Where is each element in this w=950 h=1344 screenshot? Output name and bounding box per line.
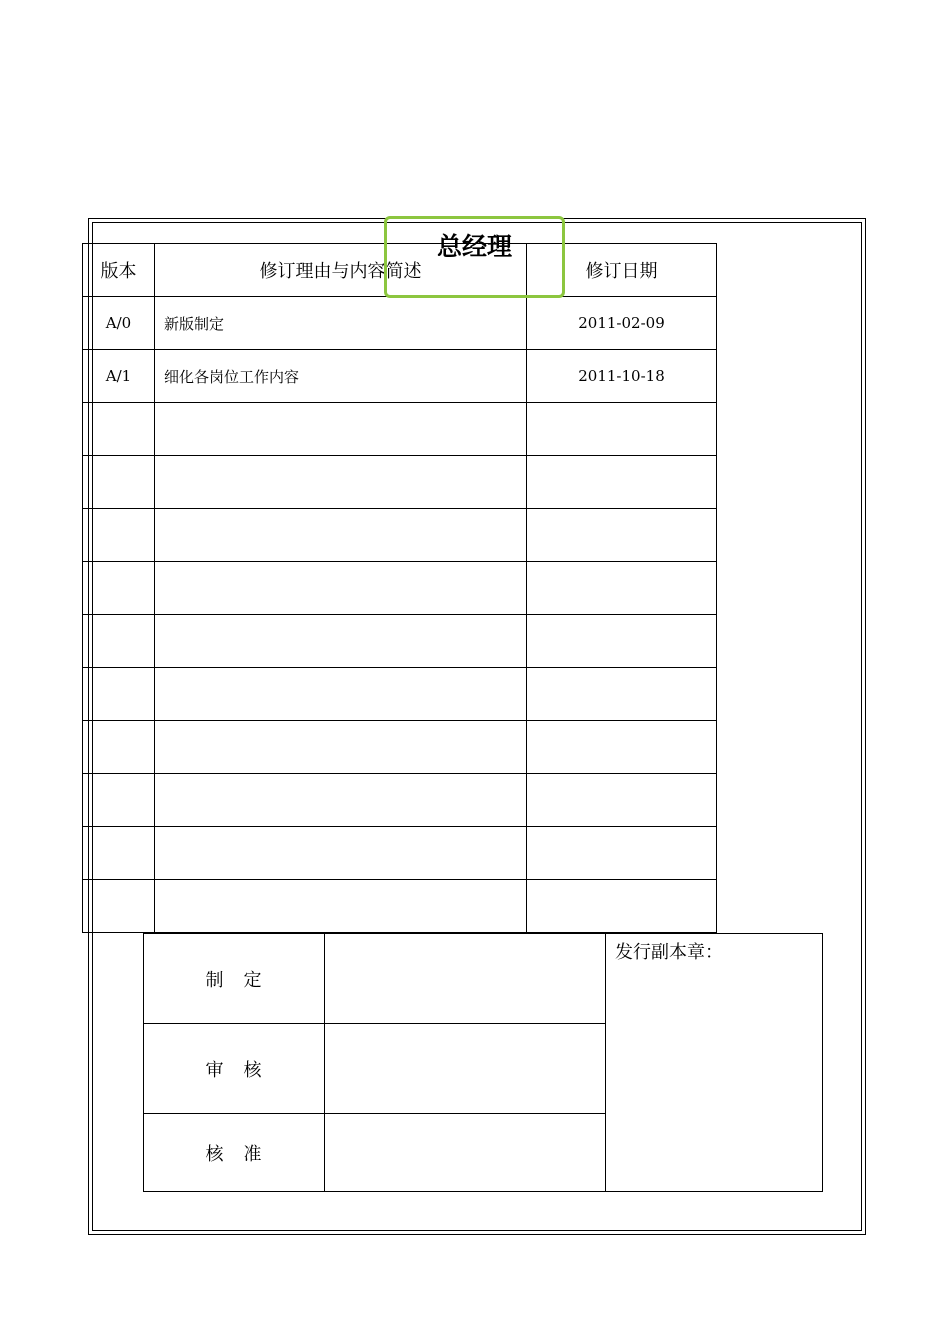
empty-row [83,827,717,880]
approval-row-prepared [144,934,823,1024]
approved-label: 核 准 [144,1114,325,1192]
empty-row [83,562,717,615]
empty-row [83,880,717,933]
prepared-signature-field [325,934,606,1024]
stamp-cell: 发行副本章： [606,934,823,1192]
table-row [83,297,717,350]
prepared-label: 制 定 [144,934,325,1024]
header-description: 修订理由与内容简述 [155,244,527,297]
row-description: 细化各岗位工作内容 [155,350,527,403]
empty-row [83,456,717,509]
approved-signature-field [325,1114,606,1192]
reviewed-label: 审 核 [144,1024,325,1114]
approval-table [143,933,823,1192]
empty-row [83,403,717,456]
reviewed-signature-field [325,1024,606,1114]
row-description: 新版制定 [155,297,527,350]
row-date: 2011-10-18 [527,350,717,403]
row-date: 2011-02-09 [527,297,717,350]
empty-row [83,774,717,827]
role-title-box: 总经理 [384,216,565,298]
header-date: 修订日期 [527,244,717,297]
revision-table [82,243,717,933]
empty-row [83,721,717,774]
empty-row [83,509,717,562]
row-version: A/1 [83,350,155,403]
header-version: 版本 [83,244,155,297]
empty-row [83,668,717,721]
row-version: A/0 [83,297,155,350]
table-row [83,350,717,403]
empty-row [83,615,717,668]
